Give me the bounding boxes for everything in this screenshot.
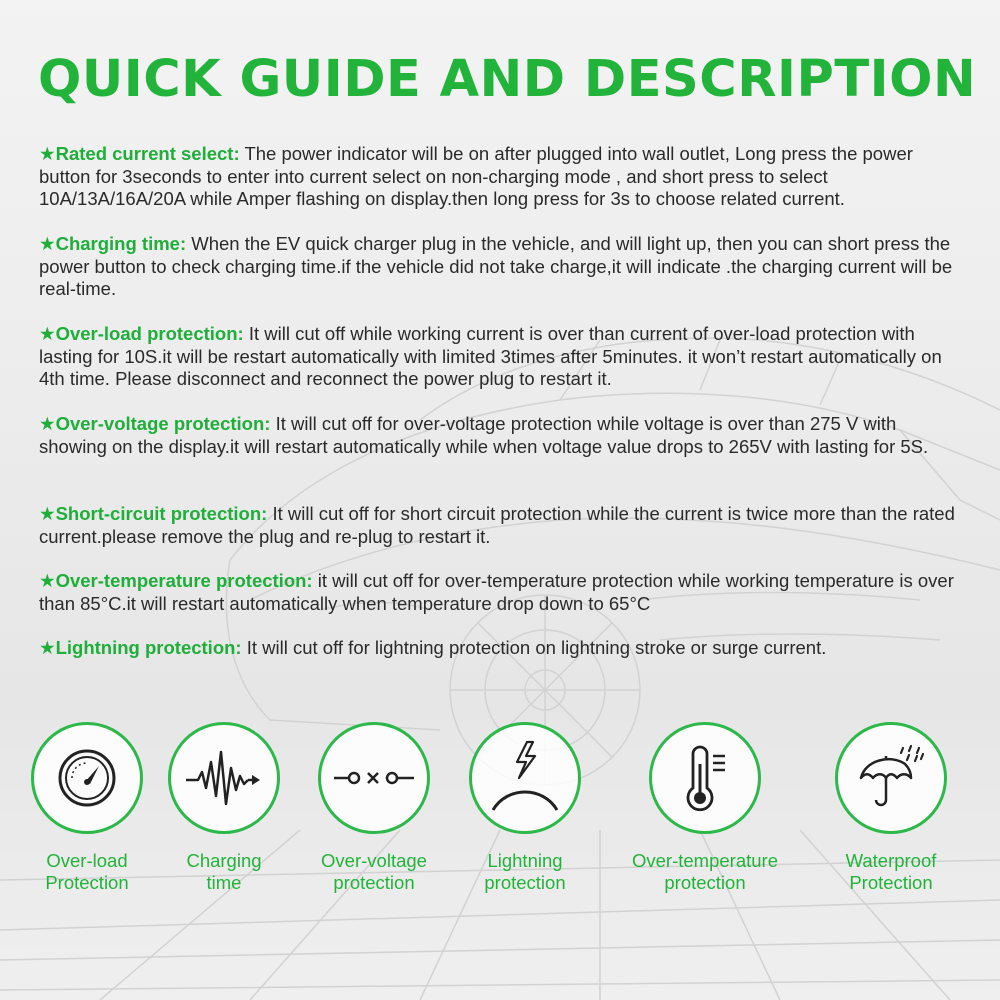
feature-label-line2: Protection <box>45 872 129 893</box>
star-icon: ★ <box>39 413 56 434</box>
feature-label-line2: protection <box>664 872 746 893</box>
section-heading: Rated current select: <box>55 143 240 164</box>
feature-label <box>605 850 805 894</box>
section-text: When the EV quick charger plug in the vehicle, and will light up, then you can short press the power button to check charging time.if the vehicle did not take charge,it will indicate .the charging current will be real-time. <box>39 233 953 299</box>
section-heading: Over-temperature protection: <box>55 570 313 591</box>
section-text: It will cut off for lightning protection on lightning stroke or surge current. <box>241 637 827 658</box>
feature-label-line1: Lightning <box>487 850 563 871</box>
over-load-section <box>39 323 964 391</box>
section-heading: Charging time: <box>55 233 187 254</box>
feature-label-line1: Over-temperature <box>632 850 778 871</box>
section-text: it will cut off for over-temperature protection while working temperature is over than 85°C.it will restart automatically when temperature drop down to 65°C <box>39 570 954 614</box>
feature-circle <box>649 722 761 834</box>
thermometer-icon <box>665 738 745 818</box>
feature-label <box>425 850 625 894</box>
over-temperature-section <box>39 570 964 615</box>
feature-label <box>791 850 991 894</box>
section-heading: Short-circuit protection: <box>55 503 268 524</box>
feature-circle <box>835 722 947 834</box>
circuit-break-icon <box>334 738 414 818</box>
feature-icons-row <box>0 722 1000 922</box>
feature-over-temperature <box>605 722 805 894</box>
section-heading: Over-voltage protection: <box>55 413 271 434</box>
lightning-icon <box>485 738 565 818</box>
star-icon: ★ <box>39 503 56 524</box>
section-heading: Over-load protection: <box>55 323 244 344</box>
rated-current-section <box>39 143 964 211</box>
feature-label-line1: Over-load <box>46 850 128 871</box>
over-voltage-section <box>39 413 964 458</box>
star-icon: ★ <box>39 570 56 591</box>
section-text: It will cut off for over-voltage protection while voltage is over than 275 V with showing on the display.it will restart automatically while when voltage value drops to 265V with lasting for 5S. <box>39 413 929 457</box>
feature-label-line1: Over-voltage <box>321 850 427 871</box>
section-text: The power indicator will be on after plugged into wall outlet, Long press the power button for 3seconds to enter into current select on non-charging mode , and short press to select 10A/13A/16A/20A while Amper flashing on display.then long press for 3s to choose related current. <box>39 143 913 209</box>
feature-circle <box>168 722 280 834</box>
charging-time-section <box>39 233 964 301</box>
gauge-icon <box>47 738 127 818</box>
feature-label-line2: protection <box>333 872 415 893</box>
feature-circle <box>318 722 430 834</box>
lightning-section <box>39 637 964 660</box>
star-icon: ★ <box>39 637 56 658</box>
feature-label-line1: Charging <box>186 850 262 871</box>
feature-label-line2: Protection <box>849 872 933 893</box>
page-title: QUICK GUIDE AND DESCRIPTION <box>38 50 977 109</box>
feature-label-line2: protection <box>484 872 566 893</box>
star-icon: ★ <box>39 233 56 254</box>
feature-lightning <box>425 722 625 894</box>
umbrella-rain-icon <box>851 738 931 818</box>
short-circuit-section <box>39 503 964 548</box>
feature-label-line2: time <box>206 872 242 893</box>
feature-waterproof <box>791 722 991 894</box>
waveform-icon <box>184 738 264 818</box>
feature-label-line1: Waterproof <box>845 850 937 871</box>
section-text: It will cut off while working current is over than current of over-load protection with lasting for 10S.it will be restart automatically with limited 3times after 5minutes. it won’t restart automatically on 4th time. Please disconnect and reconnect the power plug to restart it. <box>39 323 942 389</box>
feature-circle <box>469 722 581 834</box>
star-icon: ★ <box>39 323 56 344</box>
section-text: It will cut off for short circuit protection while the current is twice more than the rated current.please remove the plug and re-plug to restart it. <box>39 503 955 547</box>
star-icon: ★ <box>39 143 56 164</box>
section-heading: Lightning protection: <box>55 637 242 658</box>
